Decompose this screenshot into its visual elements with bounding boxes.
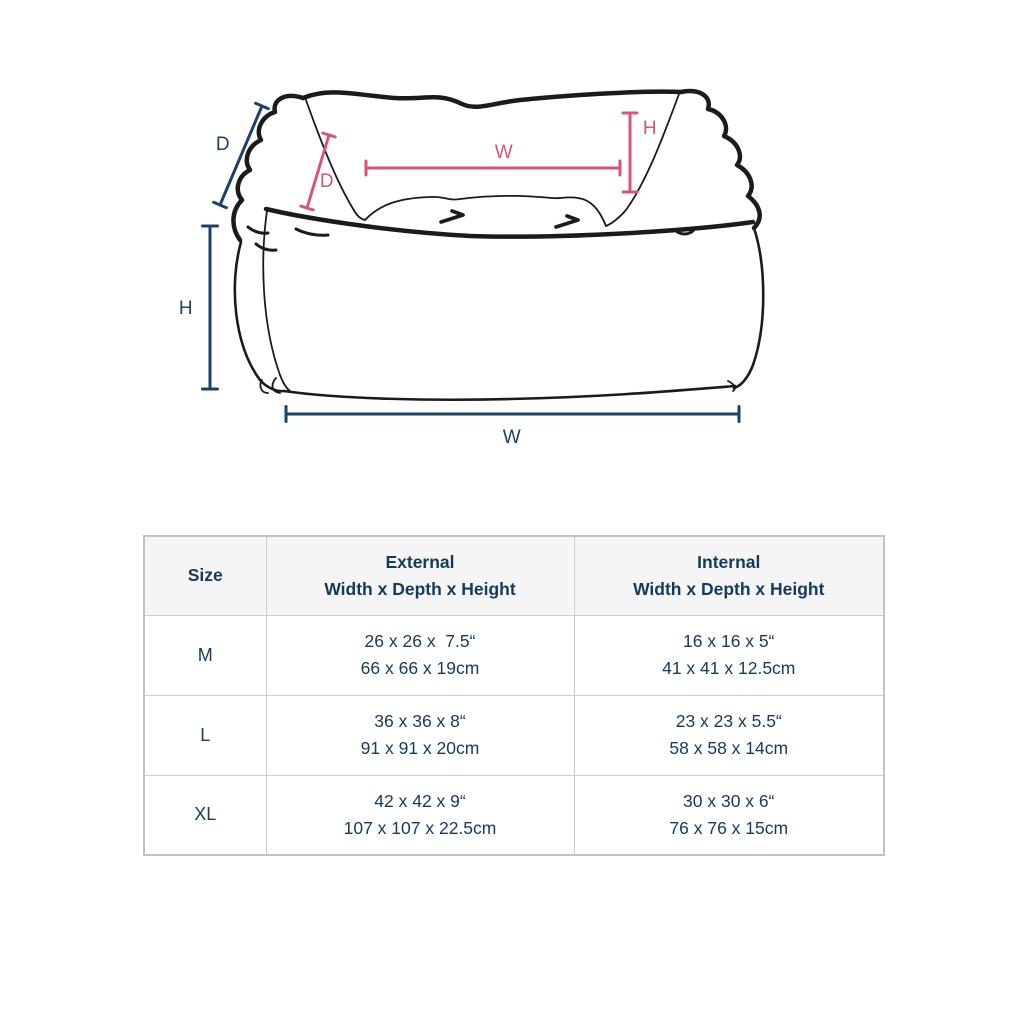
internal-depth-label: D (319, 171, 335, 192)
internal-width-line (366, 161, 620, 175)
internal-cm: 58 x 58 x 14cm (669, 738, 789, 758)
internal-inches: 16 x 16 x 5“ (683, 631, 775, 651)
size-cell: XL (144, 775, 266, 855)
external-width-line (286, 407, 739, 422)
external-depth-label: D (215, 134, 231, 155)
size-table (143, 535, 885, 856)
internal-cm: 76 x 76 x 15cm (669, 817, 789, 838)
table-row-m (144, 615, 884, 695)
header-size-label: Size (187, 565, 223, 586)
external-depth-line (214, 103, 269, 207)
external-height-line (203, 226, 218, 389)
internal-dimensions (301, 113, 637, 210)
internal-cm: 41 x 41 x 12.5cm (662, 658, 796, 678)
header-internal-sub: Width x Depth x Height (633, 578, 825, 599)
external-dims-cell (266, 775, 574, 855)
header-internal-title: Internal (697, 551, 761, 572)
cushion-tuft-left (441, 211, 463, 222)
table-row-l (144, 695, 884, 775)
internal-inches: 30 x 30 x 6“ (683, 790, 775, 811)
internal-height-line (623, 113, 637, 192)
external-inches: 26 x 26 x 7.5“ (364, 631, 476, 651)
size-cell: M (144, 615, 266, 695)
external-cm: 91 x 91 x 20cm (360, 738, 480, 758)
internal-dims-cell (574, 615, 884, 695)
internal-dims-cell (574, 695, 884, 775)
external-inches: 42 x 42 x 9“ (374, 790, 466, 811)
external-dims-cell (266, 615, 574, 695)
internal-dims-cell (574, 775, 884, 855)
bed-right-bolster (681, 91, 760, 228)
header-external-sub: Width x Depth x Height (324, 578, 516, 599)
dog-bed-illustration (0, 0, 1024, 470)
size-cell: L (144, 695, 266, 775)
bed-left-inner-side (263, 211, 290, 391)
table-header-row (144, 536, 884, 615)
external-inches: 36 x 36 x 8“ (374, 711, 466, 731)
external-height-label: H (178, 298, 194, 319)
internal-height-label: H (642, 118, 658, 139)
header-external-title: External (385, 551, 455, 572)
header-size (144, 536, 266, 615)
bed-back-rim (303, 92, 681, 107)
internal-width-label: W (494, 142, 514, 163)
size-table-container (143, 535, 883, 856)
crease-mark-3 (296, 229, 328, 235)
cushion-tuft-right (556, 216, 578, 227)
external-cm: 107 x 107 x 22.5cm (343, 817, 497, 838)
bed-left-corner-seam (306, 100, 365, 220)
external-dimensions (203, 103, 740, 421)
crease-mark-2 (256, 244, 276, 250)
header-internal (574, 536, 884, 615)
bed-right-corner-seam (606, 94, 679, 226)
header-external (266, 536, 574, 615)
external-width-label: W (502, 427, 522, 448)
bed-left-bolster (233, 96, 303, 240)
bed-outline (233, 91, 763, 400)
bed-bottom-edge (284, 386, 735, 400)
internal-inches: 23 x 23 x 5.5“ (675, 711, 782, 731)
external-dims-cell (266, 695, 574, 775)
external-cm: 66 x 66 x 19cm (360, 658, 480, 678)
bed-left-side (235, 242, 284, 391)
bed-right-side (734, 228, 763, 388)
table-row-xl (144, 775, 884, 855)
